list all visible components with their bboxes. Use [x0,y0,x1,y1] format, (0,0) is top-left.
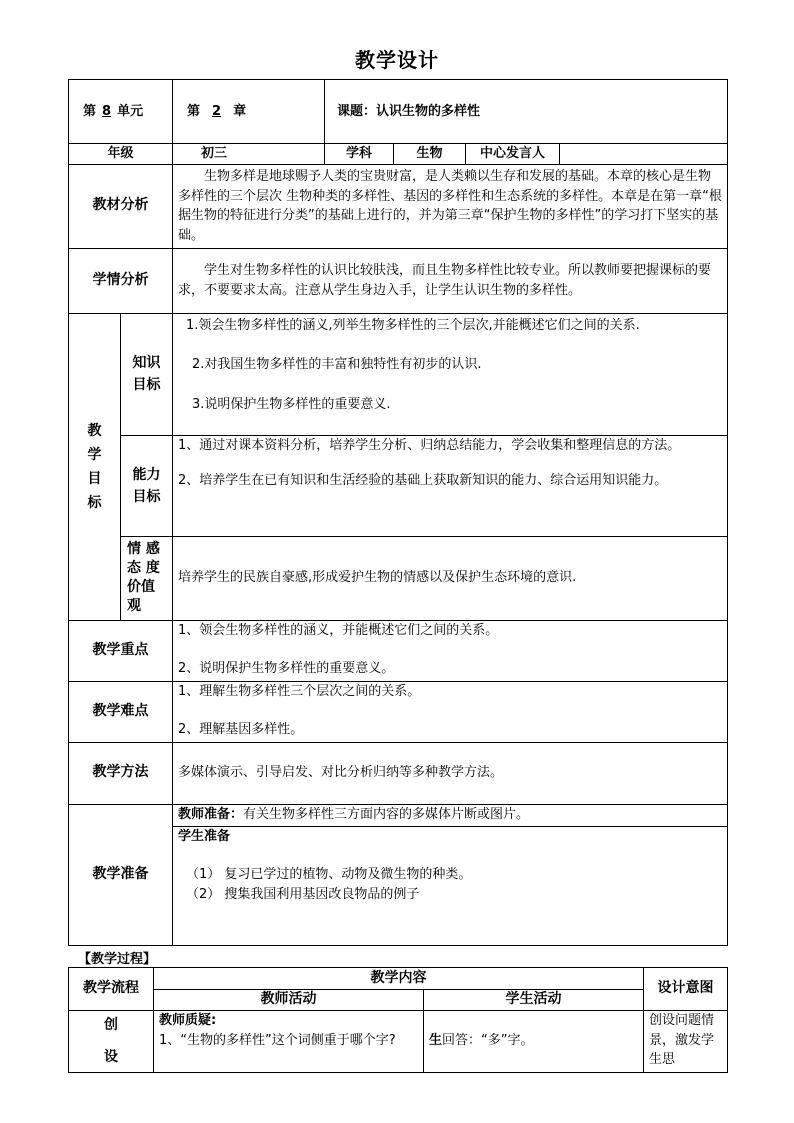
student-activity-text: 回答：“多”字。 [442,1033,534,1048]
subject-value: 生物 [394,144,466,165]
unit-number: 8 [102,103,112,119]
document-title: 教学设计 [355,48,439,72]
flow-step-char-1: 创 [104,1017,118,1033]
knowledge-label-line2: 目标 [132,377,161,393]
emotion-label-line3: 价值 [127,579,155,595]
objectives-char-1: 教 [87,422,102,439]
key-point-1: 1、领会生物多样性的涵义，并能概述它们之间的关系。 [178,622,499,638]
ability-item-1: 1、通过对课本资料分析，培养学生分析、归纳总结能力，学会收集和整理信息的方法。 [178,437,681,453]
emotion-objective-text: 培养学生的民族自豪感,形成爱护生物的情感以及保护生态环境的意识. [173,536,728,620]
teacher-preparation-label: 教师准备： [178,807,244,823]
knowledge-item-1: 1.领会生物多样性的涵义,列举生物多样性的三个层次,并能概述它们之间的关系. [186,317,640,333]
flow-step-char-2: 设 [104,1049,118,1065]
difficulty-2: 2、理解基因多样性。 [178,722,304,737]
ability-item-2: 2、培养学生在已有知识和生活经验的基础上获取新知识的能力、综合运用知识能力。 [178,473,668,488]
process-row [69,1011,728,1073]
key-point-2: 2、说明保护生物多样性的重要意义。 [178,661,395,676]
student-preparation [173,826,728,945]
material-analysis-text: 生物多样是地球赐予人类的宝贵财富，是人类赖以生存和发展的基础。本章的核心是生物多样性的三个层次 生物种类的多样性、基因的多样性和生态系统的多样性。本章是在第一章“根据生物的特征进行分类”的基础上进行的，并为第三章“保护生物的多样性”的学习打下坚实的基础。 [173,164,728,248]
chapter-number: 2 [212,103,222,119]
topic-cell: 课题：认识生物的多样性 [325,80,728,144]
methods-label: 教学方法 [69,742,173,804]
ability-objective-content [173,435,728,536]
grade-value: 初三 [173,144,325,165]
grade-label: 年级 [69,144,173,165]
emotion-label-line4: 观 [127,598,141,614]
objectives-char-4: 标 [87,494,102,511]
process-header-row-1 [69,968,728,990]
chapter-suffix: 章 [233,103,247,119]
difficulties-content [173,681,728,742]
student-activity-label: 生 [429,1033,443,1048]
flow-header: 教学流程 [69,968,154,1011]
material-analysis-row [69,164,728,248]
student-preparation-title: 学生准备 [178,828,231,844]
methods-text: 多媒体演示、引导启发、对比分析归纳等多种教学方法。 [173,742,728,804]
teacher-preparation-text: 有关生物多样性三方面内容的多媒体片断或图片。 [243,807,530,823]
design-intent-cell: 创设问题情景，激发学生思 [644,1011,728,1073]
ability-label-line2: 目标 [132,488,161,505]
key-points-row [69,620,728,681]
ability-label-line1: 能力 [132,466,161,483]
emotion-objective-label [121,536,173,620]
student-activity-header: 学生活动 [424,990,644,1011]
process-header-row-2 [69,990,728,1011]
knowledge-objective-content [173,313,728,435]
objectives-char-3: 目 [87,470,102,487]
knowledge-item-2: 2.对我国生物多样性的丰富和独特性有初步的认识. [192,357,482,372]
knowledge-objective-row [69,313,728,435]
preparation-label: 教学准备 [69,804,173,945]
teacher-activity-cell [154,1011,424,1073]
key-points-content [173,620,728,681]
student-analysis-label: 学情分析 [69,248,173,313]
header-row [69,80,728,144]
difficulty-1: 1、理解生物多样性三个层次之间的关系。 [178,683,421,699]
difficulties-row [69,681,728,742]
teacher-preparation [173,804,728,826]
process-section-title: 【教学过程】 [78,952,157,967]
ability-objective-label [121,435,173,536]
knowledge-objective-label [121,313,173,435]
objectives-label [69,313,121,620]
knowledge-item-3: 3.说明保护生物多样性的重要意义. [192,396,391,412]
emotion-label-line1: 情 感 [127,541,160,557]
speaker-label: 中心发言人 [466,144,560,165]
emotion-label-line2: 态 度 [127,560,160,576]
emotion-objective-row [69,536,728,620]
methods-row [69,742,728,804]
teacher-preparation-row [69,804,728,826]
info-row [69,144,728,165]
difficulties-label: 教学难点 [69,681,173,742]
flow-step-cell [69,1011,154,1073]
speaker-value [560,144,728,165]
intent-header: 设计意图 [644,968,728,1011]
ability-objective-row [69,435,728,536]
knowledge-label-line1: 知识 [132,355,161,371]
unit-cell [69,80,173,144]
chapter-prefix: 第 [187,103,201,119]
teaching-process-table [68,967,728,1073]
student-analysis-row [69,248,728,313]
teacher-activity-title: 教师质疑: [159,1013,217,1028]
unit-prefix: 第 [83,103,97,119]
student-analysis-text: 学生对生物多样性的认识比较肤浅，而且生物多样性比较专业。所以教师要把握课标的要求，不要要求太高。注意从学生身边入手，让学生认识生物的多样性。 [173,248,728,313]
key-points-label: 教学重点 [69,620,173,681]
student-preparation-item-2: （2） 搜集我国利用基因改良物品的例子 [186,886,420,902]
objectives-char-2: 学 [87,446,102,463]
unit-suffix: 单元 [117,103,144,119]
teacher-activity-header: 教师活动 [154,990,424,1011]
teacher-activity-text: 1、“生物的多样性”这个词侧重于哪个字? [159,1032,396,1048]
material-analysis-label: 教材分析 [69,164,173,248]
student-preparation-item-1: （1） 复习已学过的植物、动物及微生物的种类。 [186,867,472,882]
subject-label: 学科 [325,144,394,165]
lesson-design-table [68,79,728,946]
student-activity-cell [424,1011,644,1073]
chapter-cell [173,80,325,144]
content-header: 教学内容 [154,968,644,990]
